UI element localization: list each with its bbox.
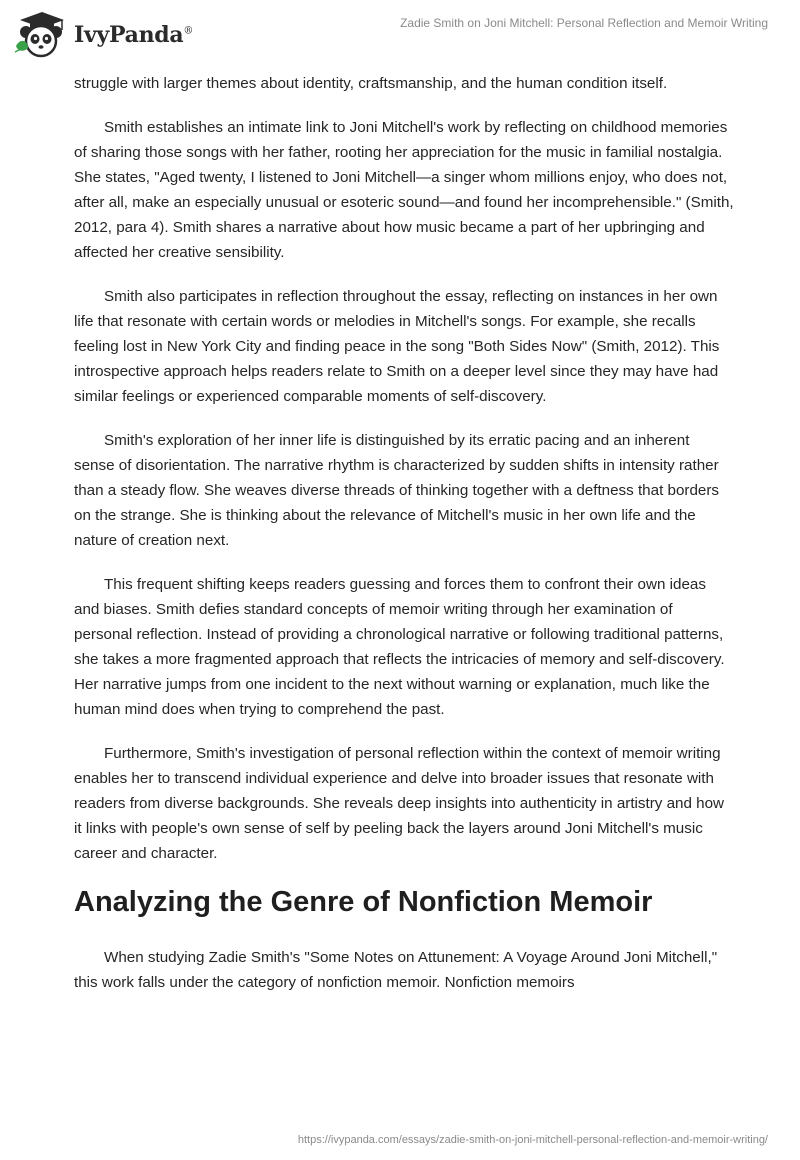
paragraph: This frequent shifting keeps readers guessing and forces them to confront their own ideas and biases. Smith defies standard concepts of memoir writing through her examination of personal reflection. Instead of providing a chronological narrative or following traditional patterns, she takes a more fragmented approach that reflects the intricacies of memory and self-discovery. Her narrative jumps from one incident to the next without warning or explanation, much like the human mind does when trying to comprehend the past.	[74, 576, 725, 718]
paragraph: struggle with larger themes about identity, craftsmanship, and the human condition itself.	[74, 75, 668, 92]
paragraph: Smith establishes an intimate link to Joni Mitchell's work by reflecting on childhood memories of sharing those songs with her father, rooting her appreciation for the music in familial nostalgia. She states, "Aged twenty, I listened to Joni Mitchell—a singer whom millions enjoy, who does not, after all, make an especially unusual or esoteric sound—and found her incomprehensible." (Smith, 2012, para 4). Smith shares a narrative about how music became a part of her upbringing and affected her creative sensibility.	[74, 119, 734, 261]
source-url[interactable]: https://ivypanda.com/essays/zadie-smith-on-joni-mitchell-personal-reflection-and-memoir-writing/	[297, 1134, 768, 1146]
paragraph: Furthermore, Smith's investigation of personal reflection within the context of memoir writing enables her to transcend individual experience and delve into broader issues that resonate with readers from diverse backgrounds. She reveals deep insights into authenticity in artistry and how it links with people's own sense of self by peeling back the layers around Joni Mitchell's music career and character.	[74, 745, 725, 862]
paragraph: When studying Zadie Smith's "Some Notes on Attunement: A Voyage Around Joni Mitchell," this work falls under the category of nonfiction memoir. Nonfiction memoirs	[74, 949, 718, 991]
brand-name: IvyPanda®	[74, 22, 194, 48]
section-heading: Analyzing the Genre of Nonfiction Memoir	[74, 886, 653, 918]
document-title: Zadie Smith on Joni Mitchell: Personal Reflection and Memoir Writing	[400, 16, 768, 30]
panda-graduation-cap-icon	[12, 8, 68, 60]
ivypanda-logo[interactable]	[12, 8, 193, 60]
page-header	[0, 0, 800, 70]
paragraph: Smith also participates in reflection throughout the essay, reflecting on instances in her own life that resonate with certain words or melodies in Mitchell's songs. For example, she recalls feeling lost in New York City and finding peace in the song "Both Sides Now" (Smith, 2012). This introspective approach helps readers relate to Smith on a deeper level since they may have had similar feelings or experienced comparable moments of self-discovery.	[74, 288, 720, 405]
essay-body	[74, 71, 734, 1014]
paragraph: Smith's exploration of her inner life is distinguished by its erratic pacing and an inherent sense of disorientation. The narrative rhythm is characterized by sudden shifts in intensity rather than a steady flow. She weaves diverse threads of thinking together with a deftness that borders on the strange. She is thinking about the relevance of Mitchell's music in her own life and the nature of creation next.	[74, 432, 720, 549]
